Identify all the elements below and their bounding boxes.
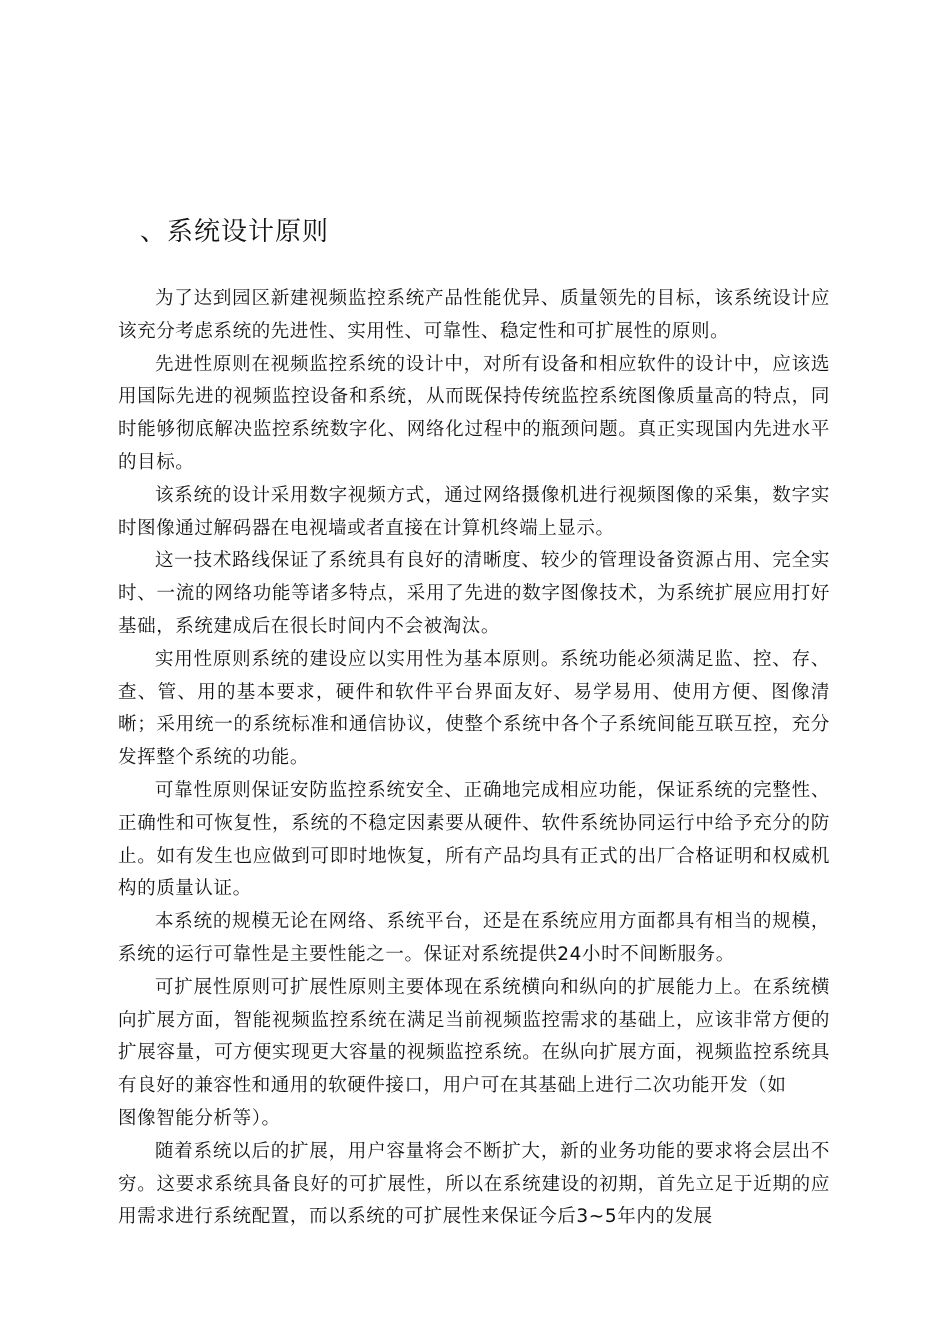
paragraph-fragment: 图像智能分析等）。 — [118, 1107, 281, 1129]
paragraph-advancement-principle: 先进性原则在视频监控系统的设计中，对所有设备和相应软件的设计中，应该选用国际先进的视频监控设备和系统，从而既保持传统监控系统图像质量高的特点，同时能够彻底解决监控系统数字化、网络化过程中的瓶颈问题。真正实现国内先进水平的目标。 — [118, 353, 830, 473]
paragraph-technical-route: 这一技术路线保证了系统具有良好的清晰度、较少的管理设备资源占用、完全实时、一流的网络功能等诸多特点，采用了先进的数字图像技术，为系统扩展应用打好基础，系统建成后在很长时间内不会被淘汰。 — [118, 550, 830, 637]
section-heading: 、系统设计原则 — [140, 217, 330, 247]
body-text — [118, 283, 830, 1234]
paragraph-design-goal: 为了达到园区新建视频监控系统产品性能优异、质量领先的目标，该系统设计应该充分考虑系统的先进性、实用性、可靠性、稳定性和可扩展性的原则。 — [118, 288, 830, 342]
paragraph-future-expansion: 随着系统以后的扩展，用户容量将会不断扩大，新的业务功能的要求将会层出不穷。这要求系统具备良好的可扩展性，所以在系统建设的初期，首先立足于近期的应用需求进行系统配置，而以系统的可扩展性来保证今后3~5年内的发展 — [118, 1140, 830, 1228]
paragraph-practicality-principle: 实用性原则系统的建设应以实用性为基本原则。系统功能必须满足监、控、存、查、管、用的基本要求，硬件和软件平台界面友好、易学易用、使用方便、图像清晰；采用统一的系统标准和通信协议，使整个系统中各个子系统间能互联互控，充分发挥整个系统的功能。 — [118, 648, 830, 769]
paragraph-system-scale: 本系统的规模无论在网络、系统平台，还是在系统应用方面都具有相当的规模，系统的运行可靠性是主要性能之一。保证对系统提供24小时不间断服务。 — [118, 911, 830, 965]
paragraph-scalability-principle: 可扩展性原则可扩展性原则主要体现在系统横向和纵向的扩展能力上。在系统横向扩展方面，智能视频监控系统在满足当前视频监控需求的基础上，应该非常方便的扩展容量，可方便实现更大容量的视频监控系统。在纵向扩展方面，视频监控系统具有良好的兼容性和通用的软硬件接口，用户可在其基础上进行二次功能开发（如 — [118, 976, 830, 1097]
paragraph-digital-video: 该系统的设计采用数字视频方式，通过网络摄像机进行视频图像的采集，数字实时图像通过解码器在电视墙或者直接在计算机终端上显示。 — [118, 484, 830, 539]
paragraph-reliability-principle: 可靠性原则保证安防监控系统安全、正确地完成相应功能，保证系统的完整性、正确性和可恢复性，系统的不稳定因素要从硬件、软件系统协同运行中给予充分的防止。如有发生也应做到可即时地恢复，所有产品均具有正式的出厂合格证明和权威机构的质量认证。 — [118, 779, 830, 900]
